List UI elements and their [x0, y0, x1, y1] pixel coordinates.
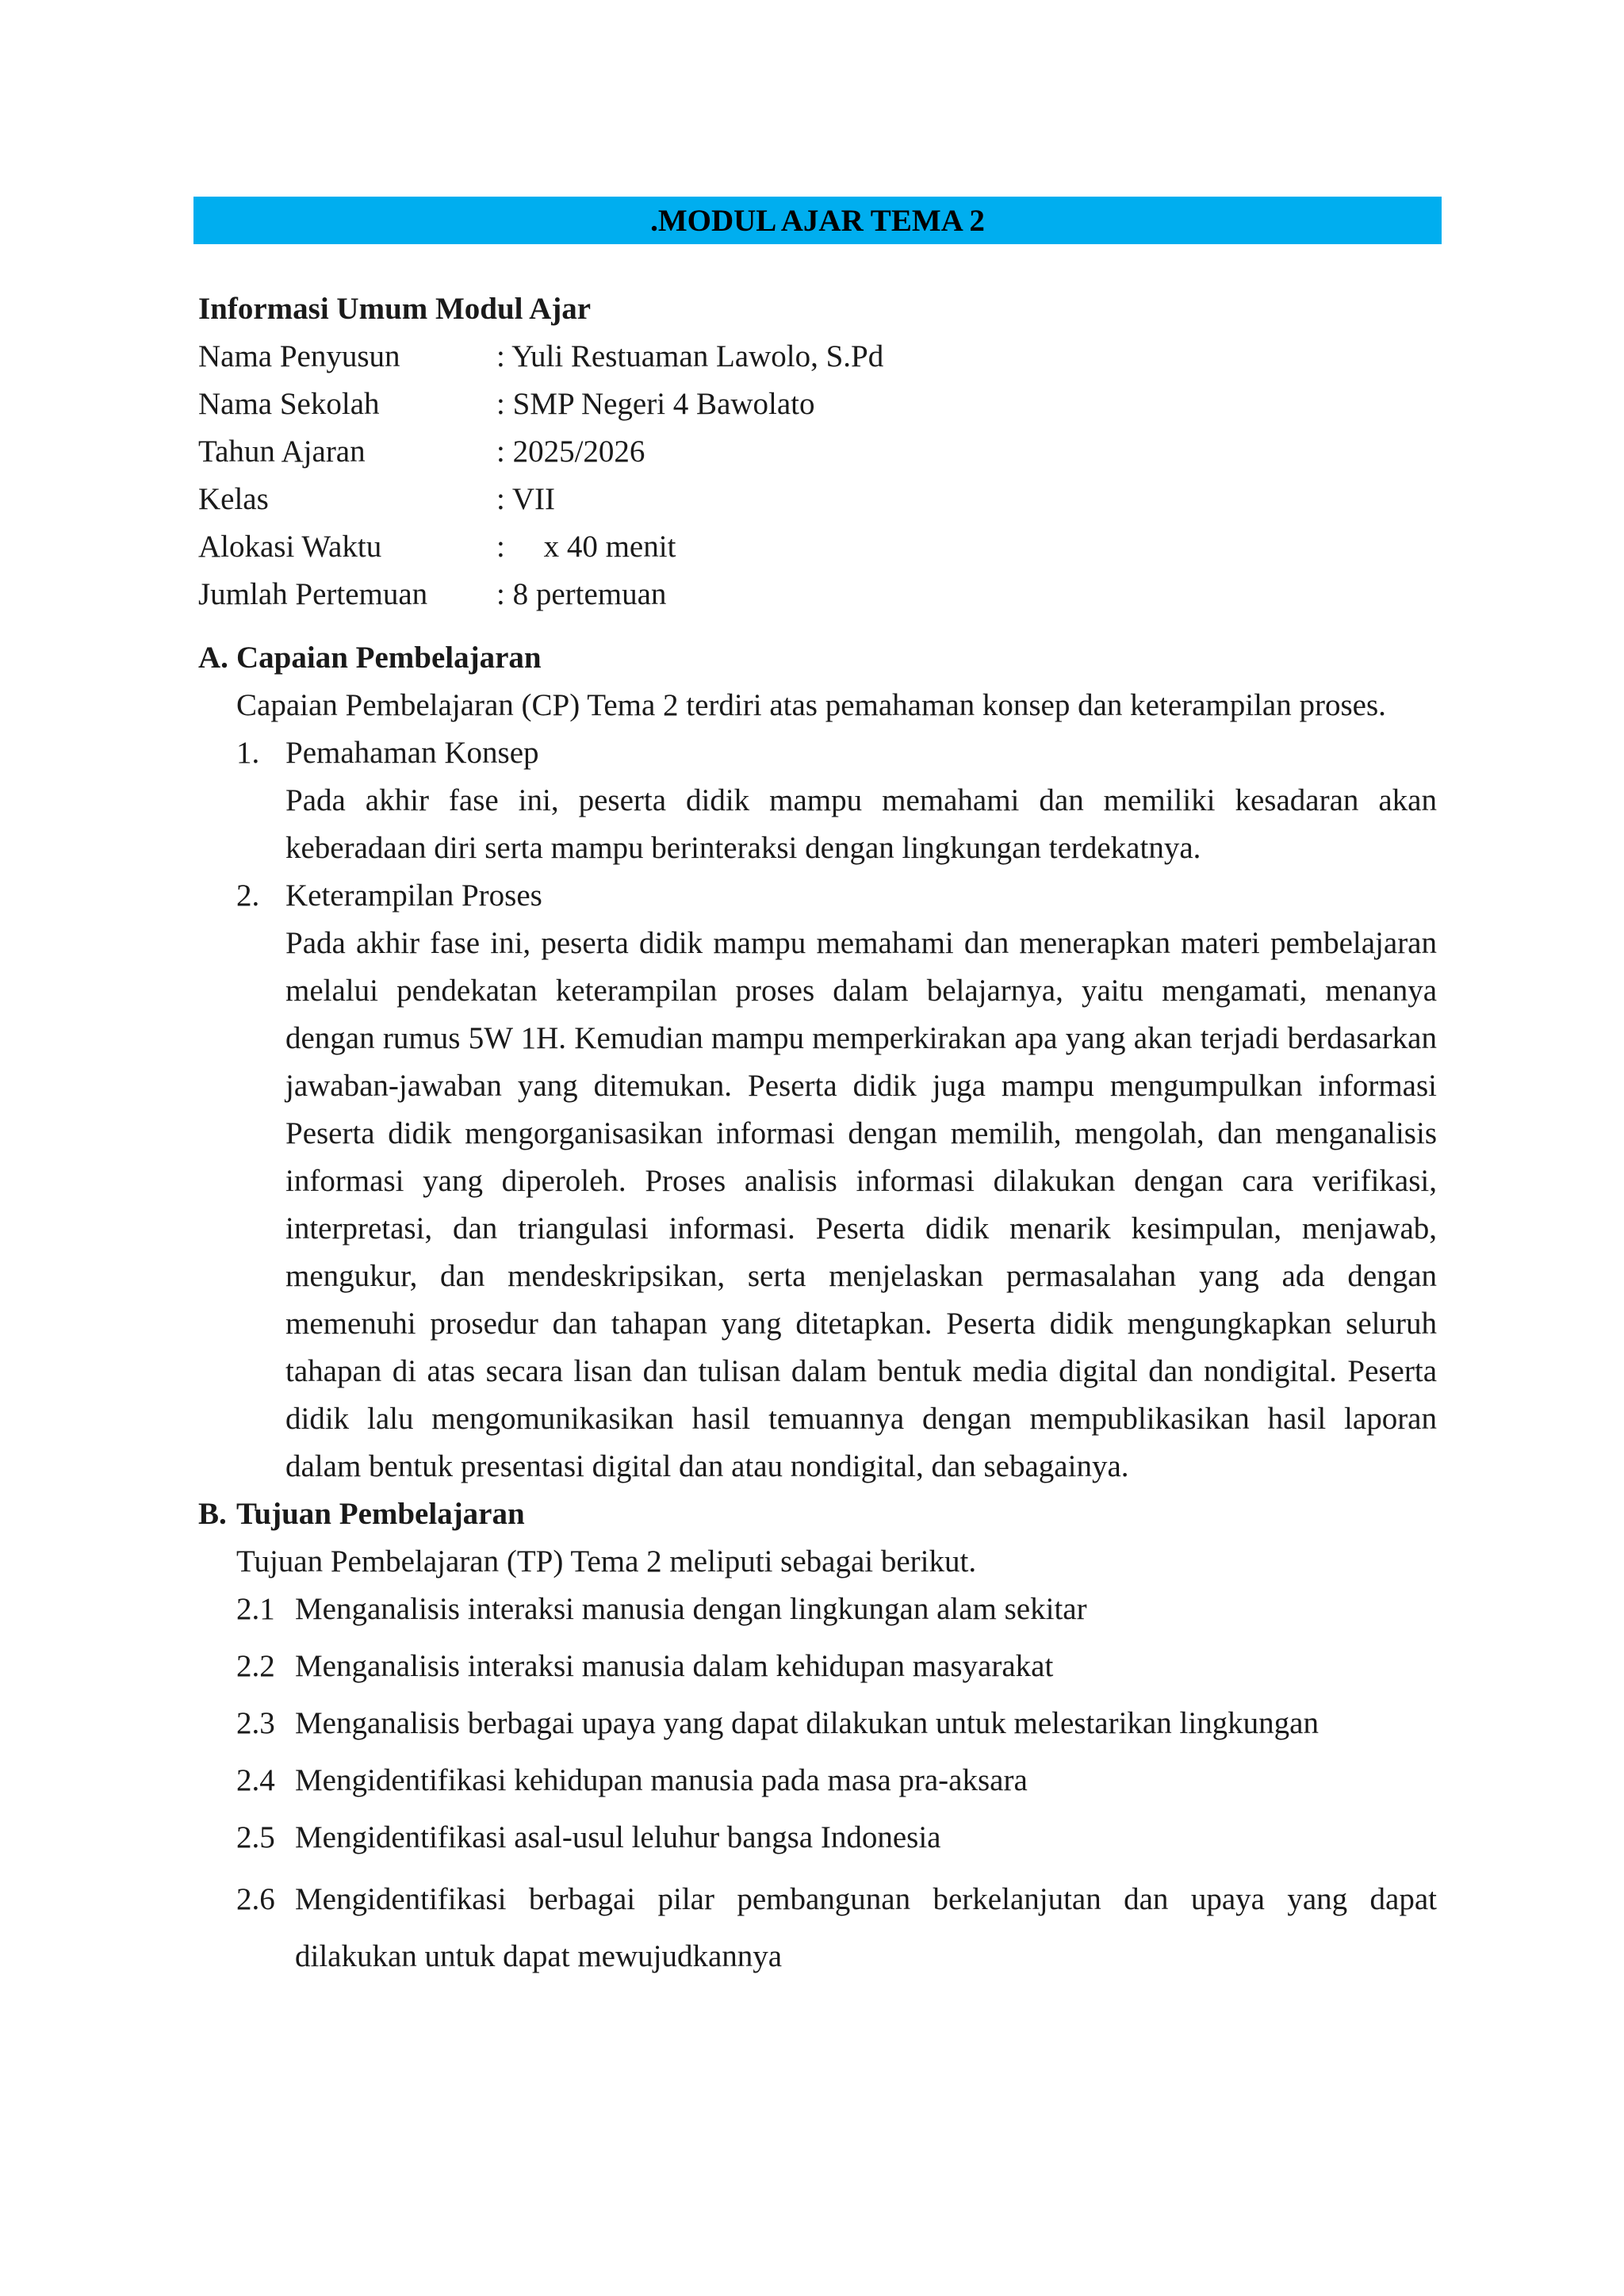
info-row-jumlah-pertemuan — [198, 571, 1437, 618]
section-letter: A. — [198, 641, 228, 675]
info-label: Tahun Ajaran — [198, 434, 366, 469]
tp-item-text: Menganalisis interaksi manusia dengan lingkungan alam sekitar — [295, 1592, 1087, 1626]
tp-item — [236, 1757, 1437, 1804]
cp-item-number: 2. — [236, 878, 260, 913]
info-value: : 8 pertemuan — [496, 577, 667, 611]
info-value: : Yuli Restuaman Lawolo, S.Pd — [496, 339, 884, 373]
section-title: Capaian Pembelajaran — [236, 641, 542, 675]
info-row-kelas — [198, 476, 1437, 523]
tp-item-text: Menganalisis berbagai upaya yang dapat dilakukan untuk melestarikan lingkungan — [295, 1706, 1319, 1740]
section-b-heading — [198, 1490, 1437, 1538]
cp-item-1 — [236, 729, 1437, 777]
section-title: Tujuan Pembelajaran — [236, 1497, 525, 1531]
info-label: Kelas — [198, 482, 269, 516]
info-value: : VII — [496, 482, 556, 516]
tp-item — [236, 1871, 1437, 1985]
info-row-penyusun — [198, 333, 1437, 381]
section-letter: B. — [198, 1497, 227, 1531]
cp-item-number: 1. — [236, 736, 260, 770]
document-title: .MODUL AJAR TEMA 2 — [650, 203, 985, 238]
info-value: : x 40 menit — [496, 530, 676, 564]
tp-list — [198, 1586, 1437, 1985]
tp-item-number: 2.3 — [236, 1706, 275, 1740]
tp-item-text: Mengidentifikasi kehidupan manusia pada masa pra-aksara — [295, 1763, 1028, 1797]
tp-item — [236, 1586, 1437, 1633]
info-row-sekolah — [198, 381, 1437, 428]
info-label: Jumlah Pertemuan — [198, 577, 428, 611]
cp-item-2 — [236, 872, 1437, 920]
info-value: : 2025/2026 — [496, 434, 645, 469]
document-content — [198, 285, 1437, 1985]
tp-item-number: 2.2 — [236, 1649, 275, 1683]
document-title-banner — [193, 197, 1442, 244]
info-value: : SMP Negeri 4 Bawolato — [496, 387, 815, 421]
section-a-heading — [198, 634, 1437, 682]
section-b-intro: Tujuan Pembelajaran (TP) Tema 2 meliputi sebagai berikut. — [236, 1544, 977, 1578]
tp-item-text: Mengidentifikasi berbagai pilar pembangunan berkelanjutan dan upaya yang dapat dilakukan untuk dapat mewujudkannya — [295, 1882, 1437, 1973]
cp-item-title: Keterampilan Proses — [285, 878, 542, 913]
tp-item-number: 2.1 — [236, 1592, 275, 1626]
cp-item-title: Pemahaman Konsep — [285, 736, 539, 770]
cp-item-text: Pada akhir fase ini, peserta didik mampu memahami dan menerapkan materi pembelajaran melalui pendekatan keterampilan proses dalam belajarnya, yaitu mengamati, menanya dengan rumus 5W 1H. Kemudian mampu memperkirakan apa yang akan terjadi berdasarkan jawaban-jawaban yang ditemukan. Peserta didik juga mampu mengumpulkan informasi Peserta didik mengorganisasikan informasi dengan memilih, mengolah, dan menganalisis informasi yang diperoleh. Proses analisis informasi dilakukan dengan cara verifikasi, interpretasi, dan triangulasi informasi. Peserta didik menarik kesimpulan, menjawab, mengukur, dan mendeskripsikan, serta menjelaskan permasalahan yang ada dengan memenuhi prosedur dan tahapan yang ditetapkan. Peserta didik mengungkapkan seluruh tahapan di atas secara lisan dan tulisan dalam bentuk media digital dan nondigital. Peserta didik lalu mengomunikasikan hasil temuannya dengan mempublikasikan hasil laporan dalam bentuk presentasi digital dan atau nondigital, dan sebagainya. — [285, 926, 1437, 1483]
section-a-intro: Capaian Pembelajaran (CP) Tema 2 terdiri atas pemahaman konsep dan keterampilan proses. — [236, 688, 1386, 722]
tp-item-text: Mengidentifikasi asal-usul leluhur bangsa Indonesia — [295, 1820, 941, 1854]
tp-item-text: Menganalisis interaksi manusia dalam kehidupan masyarakat — [295, 1649, 1054, 1683]
cp-item-text: Pada akhir fase ini, peserta didik mampu memahami dan memiliki kesadaran akan keberadaan diri serta mampu berinteraksi dengan lingkungan terdekatnya. — [285, 783, 1437, 865]
tp-item — [236, 1643, 1437, 1690]
info-label: Nama Sekolah — [198, 387, 380, 421]
info-label: Nama Penyusun — [198, 339, 400, 373]
info-label: Alokasi Waktu — [198, 530, 382, 564]
info-row-alokasi-waktu — [198, 523, 1437, 571]
info-row-tahun-ajaran — [198, 428, 1437, 476]
info-heading: Informasi Umum Modul Ajar — [198, 292, 592, 326]
tp-item — [236, 1814, 1437, 1862]
tp-item-number: 2.6 — [236, 1882, 275, 1916]
tp-item-number: 2.4 — [236, 1763, 275, 1797]
tp-item — [236, 1700, 1437, 1747]
tp-item-number: 2.5 — [236, 1820, 275, 1854]
